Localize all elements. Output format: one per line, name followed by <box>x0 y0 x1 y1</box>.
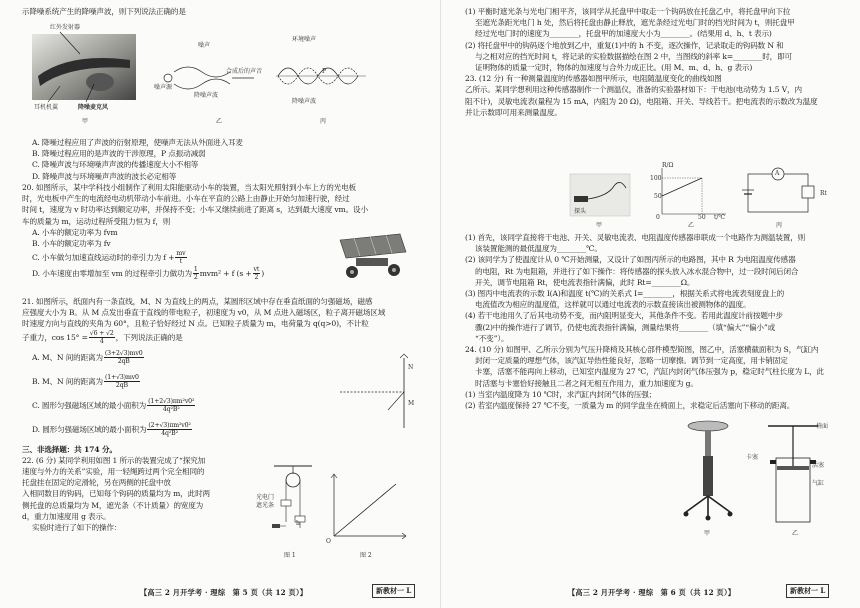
q22-line: 实验时进行了如下的操作： <box>32 523 122 533</box>
q23-part: (4) 若干电池用久了后其电动势不变，而内阻明显变大，其他条件不变。若用此温度计前按题中步 <box>465 311 783 321</box>
q19-figures <box>30 24 370 130</box>
footer-left: 【高三 2 月开学考 · 理综 第 5 页（共 12 页）】 <box>140 588 308 597</box>
q20-line: 车的质量为 m，运动过程所受阻力恒为 f，则 <box>22 216 171 226</box>
q20-option-c: C. 小车做匀加速直线运动时的牵引力为 f + $\frac{mv}{t}$ <box>32 249 186 265</box>
q21-line: 子重力，cos 15° = $\frac{√6 + √2}{4}$ ，下列说法正确的是 <box>22 330 183 346</box>
q22-part: (1) 平衡时遮光条与光电门相平齐，该同学从托盘甲中取走一个钩码放在托盘乙中，将托盘甲向下拉 <box>465 7 791 16</box>
q24-line: (1) 当室内温度降为 10 ℃时，求汽缸内封闭气体的压强； <box>465 389 657 399</box>
q24-line: 24. (10 分) 如图甲、乙所示分别为气压升降椅及其核心部件模型简图，图乙中，活塞横截面积为 S，气缸内 <box>465 345 819 355</box>
origin: 0 <box>656 214 660 221</box>
q23-part: 的电阻，Rt 为电阻箱，并进行了如下操作：将传感器的探头放入冰水混合物中，过一段时间后闭合 <box>475 266 799 276</box>
q19-option-d: D. 降噪声波与环境噪声声波的波长必定相等 <box>32 171 177 181</box>
sensor-label: 探头 <box>574 208 587 215</box>
pulley-figure <box>268 462 318 548</box>
q19-option-a: A. 降噪过程应用了声波的衍射原理，使噪声无法从外面进入耳麦 <box>32 138 243 147</box>
noise-cancel-diagram <box>158 42 258 112</box>
q21-option-d: D. 圆形匀强磁场区域的最小面积为 $\frac{\text{(2+√3)πm²v0²}}{\text{4q²B²}}$ <box>32 422 191 438</box>
q20-line: 时，光电板中产生的电流经电动机带动小车前进。小车在平直的公路上由静止开始匀加速行驶，经过 <box>22 194 350 204</box>
q23-part: (2) 该同学为了使温度计从 0 ℃开始测量，又设计了如图丙所示的电路图，其中 R 为电阻温度传感器 <box>465 255 796 265</box>
q21-option-a: A. M、N 间的距离为 $\frac{(3+2√3)mv0}{2qB}$ <box>32 350 143 366</box>
q23-parts <box>465 232 837 411</box>
q23-line: 23. (12 分) 有一种测量温度的传感器如图甲所示，电阻随温度变化的曲线如图 <box>465 74 722 84</box>
q22-line: 侧托盘的总质量均为 M，遮光条（不计质量）的宽度为 <box>22 500 204 510</box>
fig-label-earwing: 耳机机翼 <box>34 104 59 111</box>
q22-line: d，重力加速度用 g 表示。 <box>22 511 111 521</box>
fraction: $\frac{vt}{2}$ <box>253 265 260 281</box>
q20-line: 20. 如图所示，某中学科技小组制作了利用太阳能驱动小车的装置，当太阳光照射到小车上方的光电板 <box>22 183 356 192</box>
q19-option-c: C. 降噪声波与环境噪声声波的传播速度大小不相等 <box>32 160 199 170</box>
q20-line: 时间 t，速度为 v 时功率达到额定功率，并保持不变；小车又继续前进了距离 s，达到最大速度 vm。设小 <box>22 205 368 215</box>
fraction: $\frac{√6 + √2}{4}$ <box>89 330 114 346</box>
q23-part: “不变”）。 <box>475 333 509 343</box>
axis-label-t: t/℃ <box>714 214 726 221</box>
q23-part: 电流值改为相应的温度值，这样就可以通过电流表的示数直接读出被测物体的温度。 <box>475 300 751 310</box>
fraction: $\frac{1}{2}$ <box>193 265 198 281</box>
y-tick-50: 50 <box>654 193 662 200</box>
fig-label-anti: 降噪声波 <box>194 92 219 99</box>
fig22-label-gate: 光电门 <box>256 494 275 501</box>
q20-option-a: A. 小车的额定功率为 fvm <box>32 227 118 237</box>
q24-line: 封闭一定质量的理想气体，该汽缸导热性能良好，忽略一切摩擦。调节到一定高度，用卡销固定 <box>475 356 788 366</box>
column-divider <box>440 0 441 608</box>
q24-line: 卡塞，活塞不能再向上移动，已知室内温度为 27 ℃，汽缸内封闭气体压强为 p，稳定时气柱长度为 L，此 <box>475 367 824 377</box>
fig22-label-h: h <box>296 520 300 527</box>
q22-line: 22. (6 分) 某同学利用如图 1 所示的装置完成了“探究加 <box>22 455 206 465</box>
q20-option-d: D. 小车速度由零增加至 vm 的过程牵引力做功为 $\frac{1}{2}$ mvm² + f (s + $\frac{vt}{2}$ ) <box>32 265 265 281</box>
fig24-label-cylinder: 气缸 <box>812 480 825 487</box>
q19-option-b: B. 降噪过程应用的是声波的干涉原理，P 点振动减弱 <box>32 149 206 159</box>
q21-line: 时速度方向与直线的夹角为 60°，且粒子恰好经过 N 点。已知粒子质量为 m，电荷量为 q(q>0)，不计粒 <box>22 319 369 329</box>
fig-label-source: 噪声源 <box>154 84 173 91</box>
fraction: $\frac{mv}{t}$ <box>176 249 186 265</box>
q22-part: 证明物体的质量一定时，物体的加速度与合外力成正比。(用 M、m、d、h、g 表示) <box>475 63 753 73</box>
fig22-origin: O <box>326 538 331 545</box>
fig24-caption-jia: 甲 <box>704 530 711 537</box>
fig-label-p: P <box>322 68 327 75</box>
fig23-caption-bing: 丙 <box>776 222 783 229</box>
fig21-label-m: M <box>408 400 415 407</box>
fig-caption-bing: 丙 <box>320 118 327 125</box>
edition-tag-right: 新教材一 L <box>786 584 829 598</box>
q21-option-c: C. 圆形匀强磁场区域的最小面积为 $\frac{\text{(1+2√3)πm²v0²}}{\text{4q²B²}}$ <box>32 398 195 414</box>
q23-part: 骤(2)中的操作进行了调节，仍使电流表指针满偏，测量结果将________（填“偏大”“偏小”或 <box>475 322 776 332</box>
q23-part: (1) 首先，该同学直接将干电池、开关、灵敏电流表、电阻温度传感器串联成一个电路作为测温装置，则 <box>465 233 806 242</box>
fig-label-ir: 红外发射器 <box>50 24 81 31</box>
q22-part: 至遮光条距光电门 h 处，然后将托盘由静止释放，遮光条经过光电门时的挡光时间为 t，则托盘甲 <box>475 18 795 28</box>
q22-part: 经过光电门时的速度为________，托盘甲的加速度大小为________。(结果用 d、h、t 表示) <box>475 29 772 39</box>
fig-label-combined: 合成后的声音 <box>226 68 263 75</box>
x-tick-50: 50 <box>698 214 706 221</box>
axis-label-r: R/Ω <box>662 162 674 169</box>
cylinder-model-figure <box>762 420 829 524</box>
q21-option-b: B. M、N 间的距离为 $\frac{(1+√3)mv0}{2qB}$ <box>32 374 139 390</box>
q21-line: 21. 如图所示，纸面内有一条直线，M、N 为直线上的两点，某圆形区域中存在垂直纸面的匀强磁场，磁感 <box>22 297 373 306</box>
q23-part: (3) 图丙中电流表的示数 I(A)和温度 t(℃)的关系式 I=________，根据关系式将电流表刻度盘上的 <box>465 289 785 299</box>
fig-label-env-noise: 环境噪声 <box>292 36 317 43</box>
fig-caption-yi: 乙 <box>216 118 223 125</box>
fig24-label-seat: 椅面 <box>816 423 829 430</box>
q23-part: 开关，调节电阻箱 Rt，使电流表指针满偏，此时 Rt=________Ω。 <box>475 277 695 287</box>
fig24-label-piston: 活塞 <box>812 462 825 469</box>
fig24-label-pin: 卡塞 <box>746 454 759 461</box>
fig22-label-strip: 遮光条 <box>256 502 275 509</box>
fig24-caption-yi: 乙 <box>792 530 799 537</box>
lift-chair-figure <box>680 418 736 528</box>
q22-line: 速度与外力的关系”实验，用一轻绳跨过两个完全相同的 <box>22 467 205 477</box>
fig-label-mic: 降噪麦克风 <box>78 104 109 111</box>
fig-caption-jia: 甲 <box>82 118 89 125</box>
fig23-caption-yi: 乙 <box>688 222 695 229</box>
q19-intro: 示降噪系统产生的降噪声波，则下列说法正确的是 <box>22 7 186 16</box>
fig23-caption-jia: 甲 <box>596 222 603 229</box>
fig-label-noise: 噪声 <box>198 42 211 49</box>
meter-label: A <box>775 170 780 177</box>
fig22-caption-2: 图 2 <box>360 552 372 559</box>
q23-line: 乙所示。某同学想利用这种传感器制作一个测温仪，准备的实验器材如下：干电池(电动势为 1.5 V，内 <box>465 85 802 95</box>
q22-line: 入相同数目的钩码，已知每个钩码的质量均为 m，此时两 <box>22 489 210 499</box>
q23-part: 该装置能测的最低温度为________℃。 <box>475 244 602 254</box>
q21-line-figure <box>330 352 420 432</box>
q24-line: 时活塞与卡塞恰好接触且二者之间无相互作用力，重力加速度为 g。 <box>475 378 698 388</box>
edition-tag-left: 新教材一 L <box>372 584 415 598</box>
fig22-caption-1: 图 1 <box>284 552 296 559</box>
section-3-heading: 三、非选择题：共 174 分。 <box>22 444 117 454</box>
y-tick-100: 100 <box>650 175 662 182</box>
footer-right: 【高三 2 月开学考 · 理综 第 6 页（共 12 页）】 <box>568 588 736 597</box>
right-column <box>465 6 837 118</box>
fig-label-anti-wave: 降噪声波 <box>292 98 317 105</box>
q23-line: 并让示数即可用来测量温度。 <box>465 107 562 117</box>
resistor-label: Rt <box>820 190 827 197</box>
left-column <box>22 6 427 17</box>
q20-option-b: B. 小车的额定功率为 fv <box>32 239 111 249</box>
fig21-label-n: N <box>408 364 414 371</box>
graph-figure-2 <box>326 470 410 544</box>
q22-line: 托盘挂在固定的定滑轮，另在两侧的托盘中放 <box>22 478 171 488</box>
q23-line: 阻不计)，灵敏电流表(量程为 15 mA，内阻为 20 Ω)，电阻箱、开关、导线若干。把电流表的示数改为温度 <box>465 96 818 106</box>
q22-part: (2) 将托盘甲中的钩码逐个地放到乙中，重复(1)中的 h 不变，逐次操作，记录取走的钩码数 N 和 <box>465 40 784 50</box>
solar-car-figure <box>334 232 408 282</box>
q21-line: 应强度大小为 B。从 M 点发出垂直于直线的带电粒子，初速度为 v0，从 M 点进入磁场区，粒子离开磁场区域 <box>22 308 386 318</box>
wave-interference-diagram <box>276 46 368 106</box>
q19-options <box>22 137 427 182</box>
q22-part: 与之相对应的挡光时间 t，将记录的实验数据描绘在图 2 中，当图线的斜率 k=________时，即可 <box>475 51 793 61</box>
q24-line: (2) 若室内温度保持 27 ℃不变，一质量为 m 的同学盘坐在椅面上，求稳定后活塞向下移动的距离。 <box>465 401 795 411</box>
